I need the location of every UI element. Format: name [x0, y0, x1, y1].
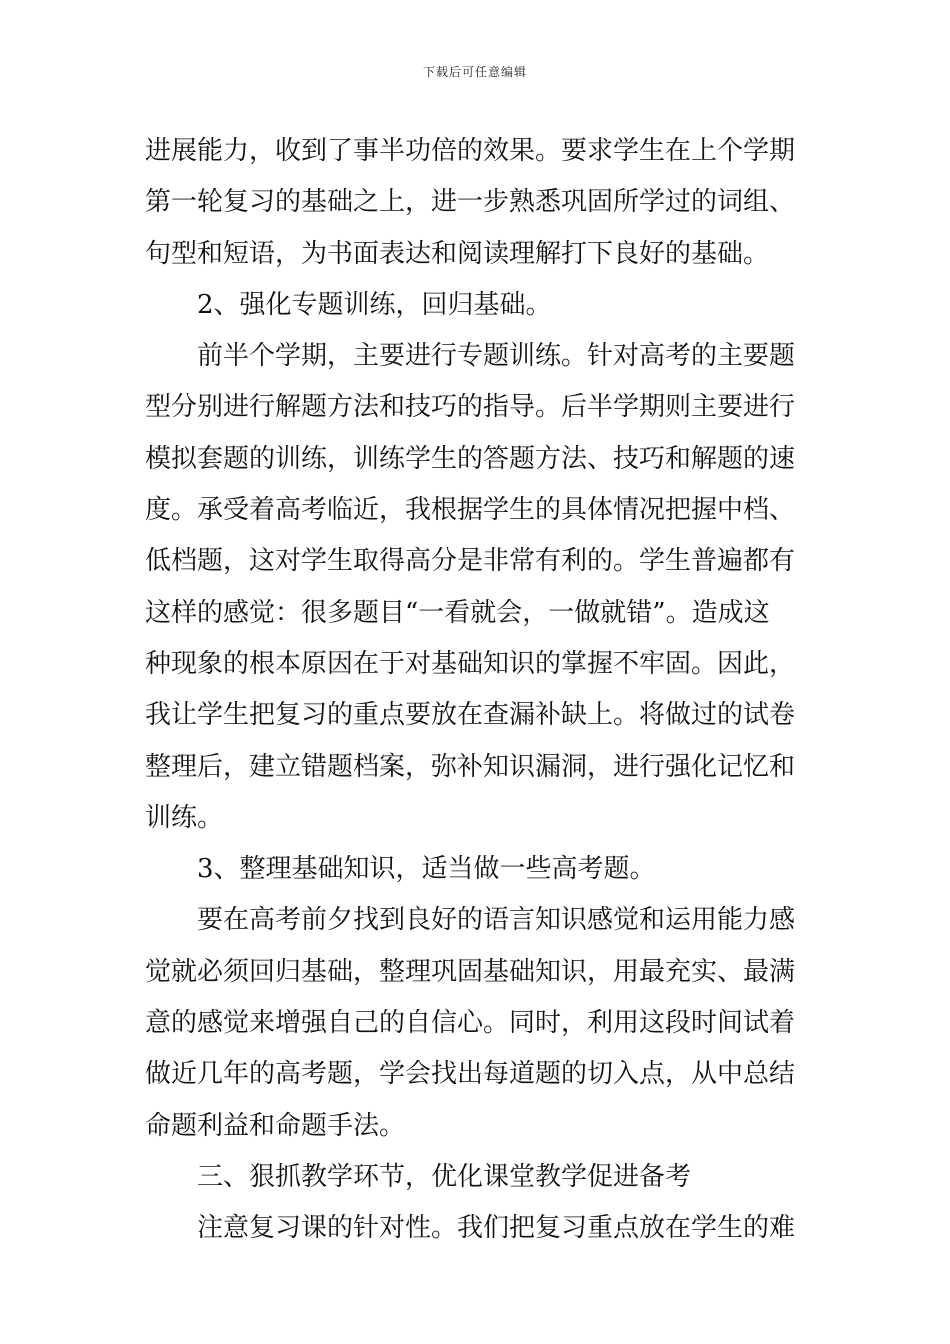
section-heading-three: 三、狠抓教学环节，优化课堂教学促进备考 [197, 1161, 692, 1192]
section-heading-3: 3、整理基础知识，适当做一些高考题。 [197, 854, 656, 885]
text-line: 模拟套题的训练，训练学生的答题方法、技巧和解题的速 [145, 443, 796, 474]
text-line: 觉就必须回归基础，整理巩固基础知识，用最充实、最满 [145, 956, 796, 987]
paragraph-start: 前半个学期，主要进行专题训练。针对高考的主要题 [197, 341, 796, 372]
text-line: 这样的感觉：很多题目“一看就会，一做就错”。造成这 [145, 597, 770, 628]
text-line: 意的感觉来增强自己的自信心。同时，利用这段时间试着 [145, 1008, 796, 1039]
section-heading-2: 2、强化专题训练，回归基础。 [197, 289, 552, 320]
text-line: 第一轮复习的基础之上，进一步熟悉巩固所学过的词组、 [145, 187, 796, 218]
text-line: 训练。 [145, 802, 224, 833]
text-line: 我让学生把复习的重点要放在查漏补缺上。将做过的试卷 [145, 700, 796, 731]
text-line: 句型和短语，为书面表达和阅读理解打下良好的基础。 [145, 238, 770, 269]
text-line: 命题利益和命题手法。 [145, 1110, 406, 1141]
page-header-note: 下载后可任意编辑 [422, 65, 527, 79]
text-line: 做近几年的高考题，学会找出每道题的切入点，从中总结 [145, 1059, 796, 1090]
text-line: 度。承受着高考临近，我根据学生的具体情况把握中档、 [145, 495, 796, 526]
text-line: 种现象的根本原因在于对基础知识的掌握不牢固。因此， [145, 648, 796, 679]
text-line: 整理后，建立错题档案，弥补知识漏洞，进行强化记忆和 [145, 751, 796, 782]
document-body [145, 126, 807, 1255]
text-line: 低档题，这对学生取得高分是非常有利的。学生普遍都有 [145, 546, 796, 577]
text-line: 型分别进行解题方法和技巧的指导。后半学期则主要进行 [145, 392, 796, 423]
text-line: 进展能力，收到了事半功倍的效果。要求学生在上个学期 [145, 136, 796, 166]
paragraph-start: 要在高考前夕找到良好的语言知识感觉和运用能力感 [197, 905, 796, 936]
paragraph-start: 注意复习课的针对性。我们把复习重点放在学生的难 [197, 1213, 796, 1244]
